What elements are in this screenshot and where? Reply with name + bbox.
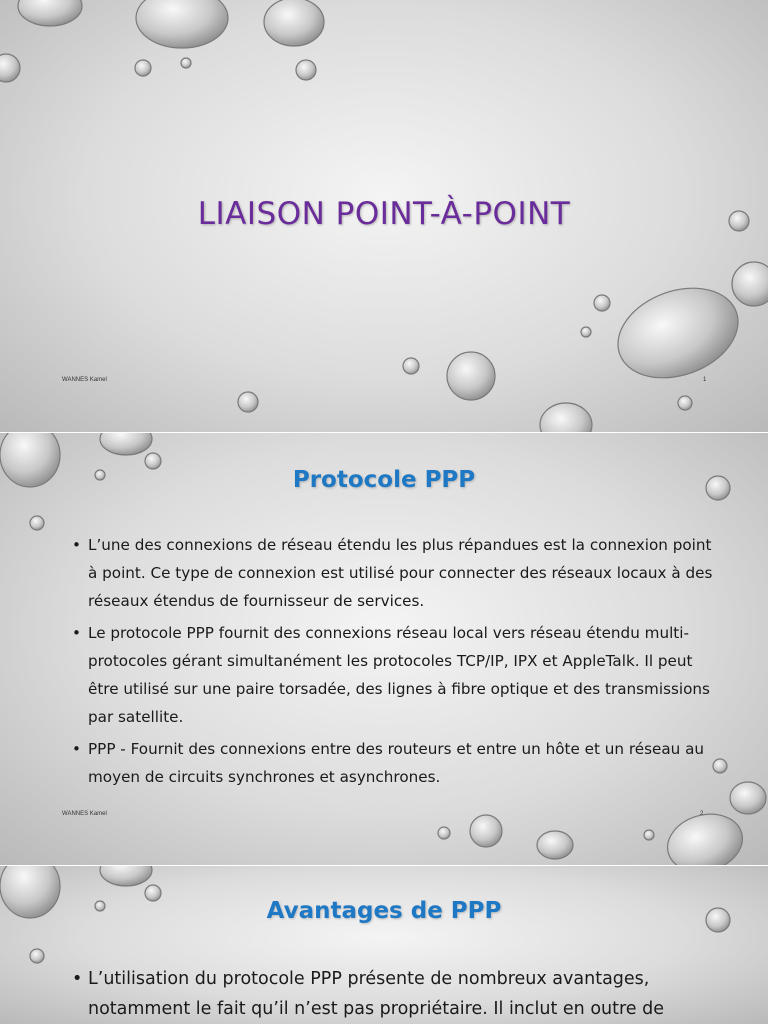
slide-heading: Protocole PPP: [292, 467, 476, 493]
slide-heading: Avantages de PPP: [266, 898, 502, 924]
slide-number: 1: [703, 377, 707, 383]
footer-author: WANNES Kamel: [62, 377, 107, 383]
slide-3: [0, 866, 768, 1024]
bullet-item: • L’utilisation du protocole PPP présente de nombreux avantages, notamment le fait qu’il n’est pas propriétaire. Il inclut en outre de: [72, 964, 722, 1024]
bullet-item: • L’une des connexions de réseau étendu les plus répandues est la connexion point à point. Ce type de connexion est utilisé pour connecter des réseaux locaux à des réseaux étendus de fournisseur de services.: [72, 531, 722, 615]
slide-title: LIAISON POINT-À-POINT: [197, 196, 571, 232]
slide-number: 2: [700, 811, 704, 817]
slide-2: [0, 433, 768, 865]
bullet-list: [72, 964, 722, 1024]
slide-1: [0, 0, 768, 432]
bullet-list: [72, 531, 722, 791]
footer-author: WANNES Kamel: [62, 811, 107, 817]
bullet-item: • PPP - Fournit des connexions entre des routeurs et entre un hôte et un réseau au moyen de circuits synchrones et asynchrones.: [72, 735, 722, 791]
bullet-item: • Le protocole PPP fournit des connexions réseau local vers réseau étendu multi-protocoles gérant simultanément les protocoles TCP/IP, IPX et AppleTalk. Il peut être utilisé sur une paire torsadée, des lignes à fibre optique et des transmissions par satellite.: [72, 619, 722, 731]
